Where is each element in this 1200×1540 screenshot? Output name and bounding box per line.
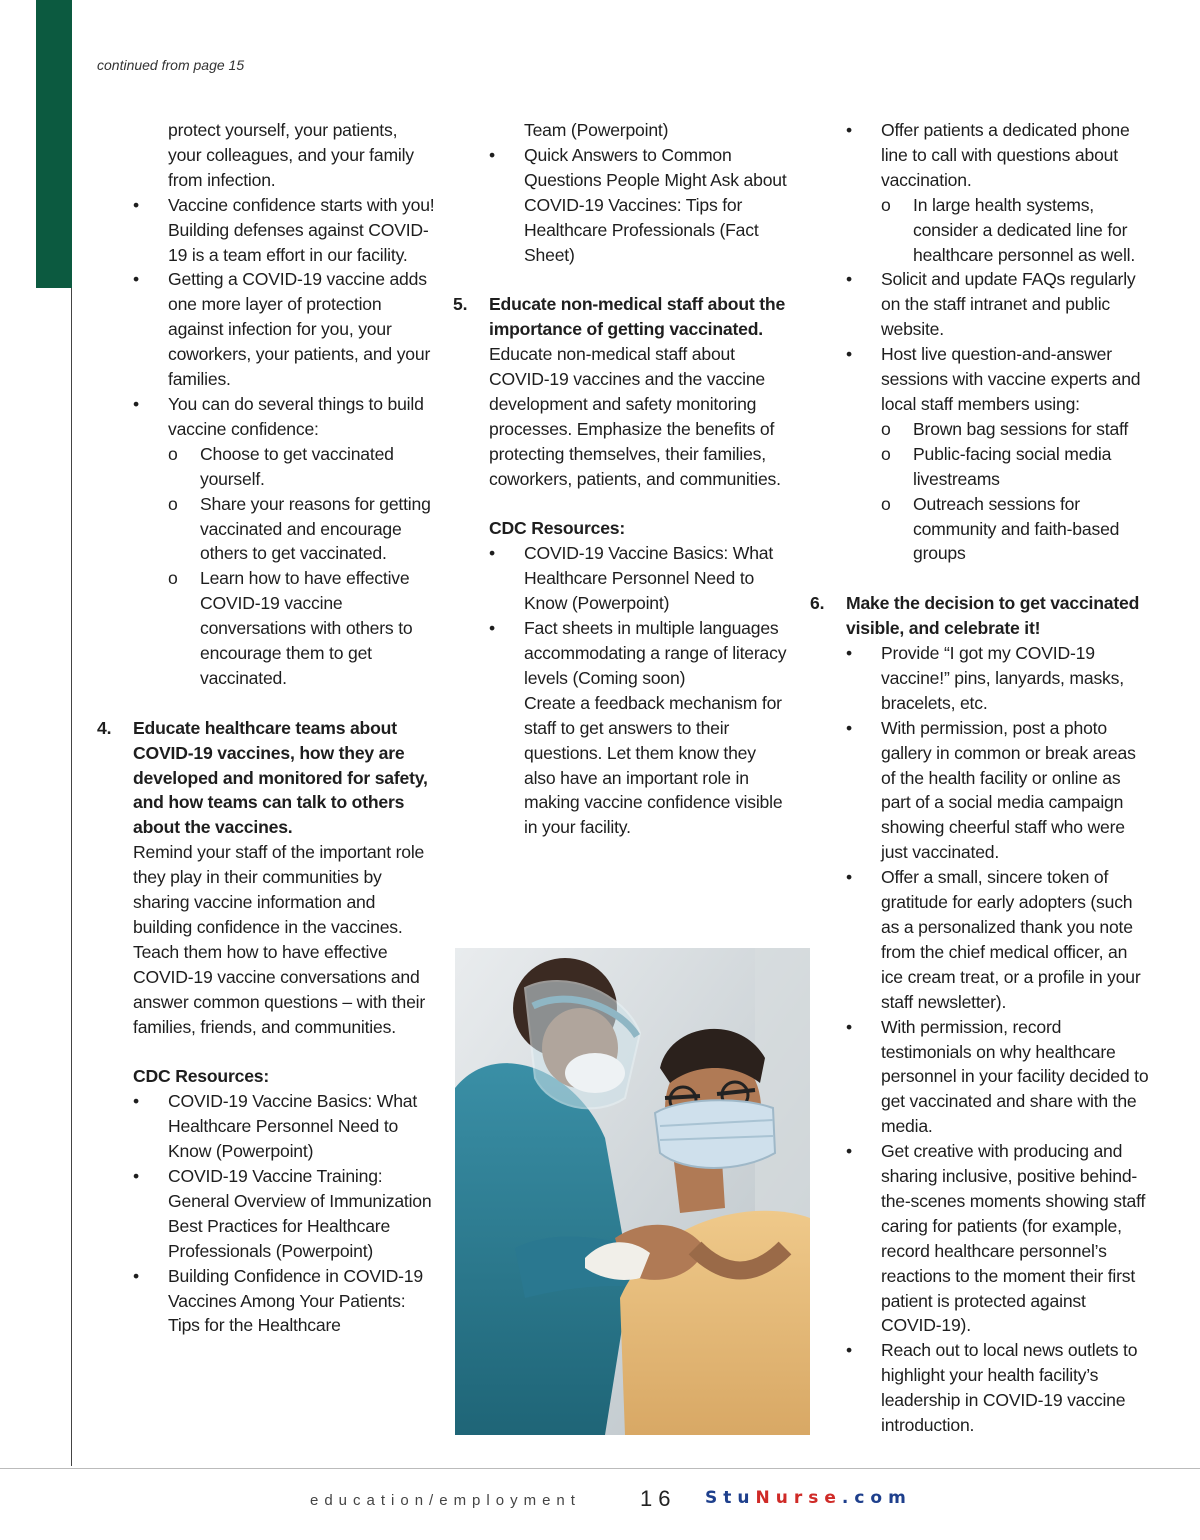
footer-rule — [0, 1468, 1200, 1469]
section-5-body: Educate non-medical staff about COVID-19 vaccines and the vaccine development and safety monitoring processes. Emphasize the benefits of protecting themselves, their families, coworkers, patients, and communities. — [489, 344, 781, 489]
list-item: • Offer a small, sincere token of gratitude for early adopters (such as a personalized thank you note from the chief medical officer, an ice cream treat, or a profile in your staff newsletter). — [846, 867, 1141, 1012]
section-4-body: Remind your staff of the important role they play in their communities by sharing vaccine information and building confidence in the vaccines. Teach them how to have effective COVID-19 vaccine conversations and answer common questions – with their families, friends, and communities. — [133, 842, 426, 1037]
bullet-mark: • — [846, 344, 852, 365]
bullet-mark: • — [846, 643, 852, 664]
resources-heading: CDC Resources: — [489, 518, 626, 539]
continued-text: protect yourself, your patients, your colleagues, and your family from infection. — [168, 120, 414, 190]
sub-list-item: o Public-facing social media livestreams — [881, 443, 1112, 489]
list-item: • Host live question-and-answer sessions with vaccine experts and local staff members using: — [846, 344, 1141, 414]
list-item: • Offer patients a dedicated phone line to call with questions about vaccination. — [846, 120, 1130, 190]
bullet-mark: • — [846, 120, 852, 140]
bullet-mark: • — [133, 1091, 139, 1112]
continued-note: continued from page 15 — [97, 57, 245, 73]
sub-bullet-mark: o — [881, 443, 891, 464]
list-item: • Getting a COVID-19 vaccine adds one more layer of protection against infection for you, your coworkers, your patients, and your families. — [133, 269, 431, 390]
resource-item: • COVID-19 Vaccine Training: General Overview of Immunization Best Practices for Healthcare Professionals (Powerpoint) — [133, 1166, 432, 1261]
resource-item: • Building Confidence in COVID-19 Vaccines Among Your Patients: Tips for the Healthcare — [133, 1265, 423, 1336]
bullet-mark: • — [489, 543, 495, 564]
bullet-mark: • — [846, 1141, 852, 1162]
section-4-heading: 4. Educate healthcare teams about COVID-19 vaccines, how they are developed and monitored for safety, and how teams can talk to others about the vaccines. — [97, 717, 428, 838]
green-accent-bar — [36, 0, 72, 288]
list-item: • Solicit and update FAQs regularly on the staff intranet and public website. — [846, 269, 1136, 340]
bullet-mark: • — [846, 1340, 852, 1361]
bullet-mark: • — [846, 1016, 852, 1037]
bullet-mark: • — [846, 269, 852, 290]
resource-item: • COVID-19 Vaccine Basics: What Healthcare Personnel Need to Know (Powerpoint) — [489, 543, 774, 614]
resource-item: • COVID-19 Vaccine Basics: What Healthcare Personnel Need to Know (Powerpoint) — [133, 1091, 418, 1162]
sub-bullet-mark: o — [168, 568, 178, 589]
page-footer — [0, 1486, 1200, 1516]
brand-stu: Stu — [705, 1488, 756, 1508]
bullet-mark: • — [133, 269, 139, 290]
list-item: • You can do several things to build vaccine confidence: — [133, 393, 424, 439]
sub-bullet-mark: o — [881, 194, 891, 215]
sub-list-item: o Brown bag sessions for staff — [810, 417, 1150, 442]
page-number: 16 — [640, 1486, 677, 1511]
sub-list-item: o Choose to get vaccinated yourself. — [168, 443, 394, 489]
column-2 — [453, 118, 788, 840]
sub-bullet-mark: o — [168, 493, 178, 514]
bullet-mark: • — [489, 618, 495, 639]
list-item: • With permission, record testimonials on why healthcare personnel in your facility decided to get vaccinated and share with the media. — [846, 1016, 1149, 1137]
sub-bullet-mark: o — [168, 443, 178, 464]
sub-list-item: o Outreach sessions for community and faith-based groups — [881, 493, 1120, 564]
list-item: • Get creative with producing and sharing inclusive, positive behind-the-scenes moments showing staff caring for patients (for example, record healthcare personnel’s reactions to the moment their first patient is protected against COVID-19). — [846, 1141, 1146, 1336]
list-item: • Provide “I got my COVID-19 vaccine!” pins, lanyards, masks, bracelets, etc. — [846, 643, 1124, 713]
footer-section-label: education/employment — [310, 1492, 581, 1509]
sub-list-item: o In large health systems, consider a dedicated line for healthcare personnel as well. — [881, 194, 1136, 265]
resources-heading: CDC Resources: — [133, 1066, 270, 1087]
sub-list-item: o Learn how to have effective COVID-19 vaccine conversations with others to encourage them to get vaccinated. — [168, 568, 413, 688]
list-item: • Reach out to local news outlets to highlight your health facility’s leadership in COVID-19 vaccine introduction. — [846, 1340, 1138, 1436]
list-item: • Vaccine confidence starts with you! Building defenses against COVID-19 is a team effort in our facility. — [133, 194, 435, 265]
brand-com: .com — [841, 1488, 912, 1508]
bullet-mark: • — [133, 1166, 139, 1187]
brand-nurse: Nurse — [755, 1488, 842, 1508]
section-5-after-text: Create a feedback mechanism for staff to get answers to their questions. Let them know they also have an important role in making vaccine confidence visible in your facility. — [524, 692, 783, 838]
sub-list-item: o Share your reasons for getting vaccinated and encourage others to get vaccinated. — [168, 493, 431, 564]
vaccination-photo — [455, 948, 810, 1435]
sub-bullet-mark: o — [881, 418, 891, 439]
brand-logo[interactable] — [705, 1488, 912, 1508]
column-1 — [97, 118, 437, 1338]
vaccination-illustration — [455, 948, 810, 1435]
bullet-mark: • — [133, 1265, 139, 1286]
resource-item: • Quick Answers to Common Questions People Might Ask about COVID-19 Vaccines: Tips for Healthcare Professionals (Fact Sheet) — [489, 144, 787, 265]
bullet-mark: • — [846, 867, 852, 888]
bullet-mark: • — [489, 144, 495, 165]
resource-item: • Fact sheets in multiple languages accommodating a range of literacy levels (Coming soon) — [489, 618, 787, 688]
sub-bullet-mark: o — [881, 493, 891, 514]
section-6-heading: 6. Make the decision to get vaccinated visible, and celebrate it! — [810, 593, 1140, 639]
left-margin-rule — [71, 288, 72, 1466]
bullet-mark: • — [133, 194, 139, 215]
section-5-heading: 5. Educate non-medical staff about the importance of getting vaccinated. — [453, 294, 786, 340]
continued-text: Team (Powerpoint) — [524, 120, 669, 140]
column-3 — [810, 118, 1150, 1438]
bullet-mark: • — [133, 393, 139, 414]
list-item: • With permission, post a photo gallery in common or break areas of the health facility or online as part of a social media campaign showing cheerful staff who were just vaccinated. — [846, 717, 1136, 863]
bullet-mark: • — [846, 717, 852, 738]
